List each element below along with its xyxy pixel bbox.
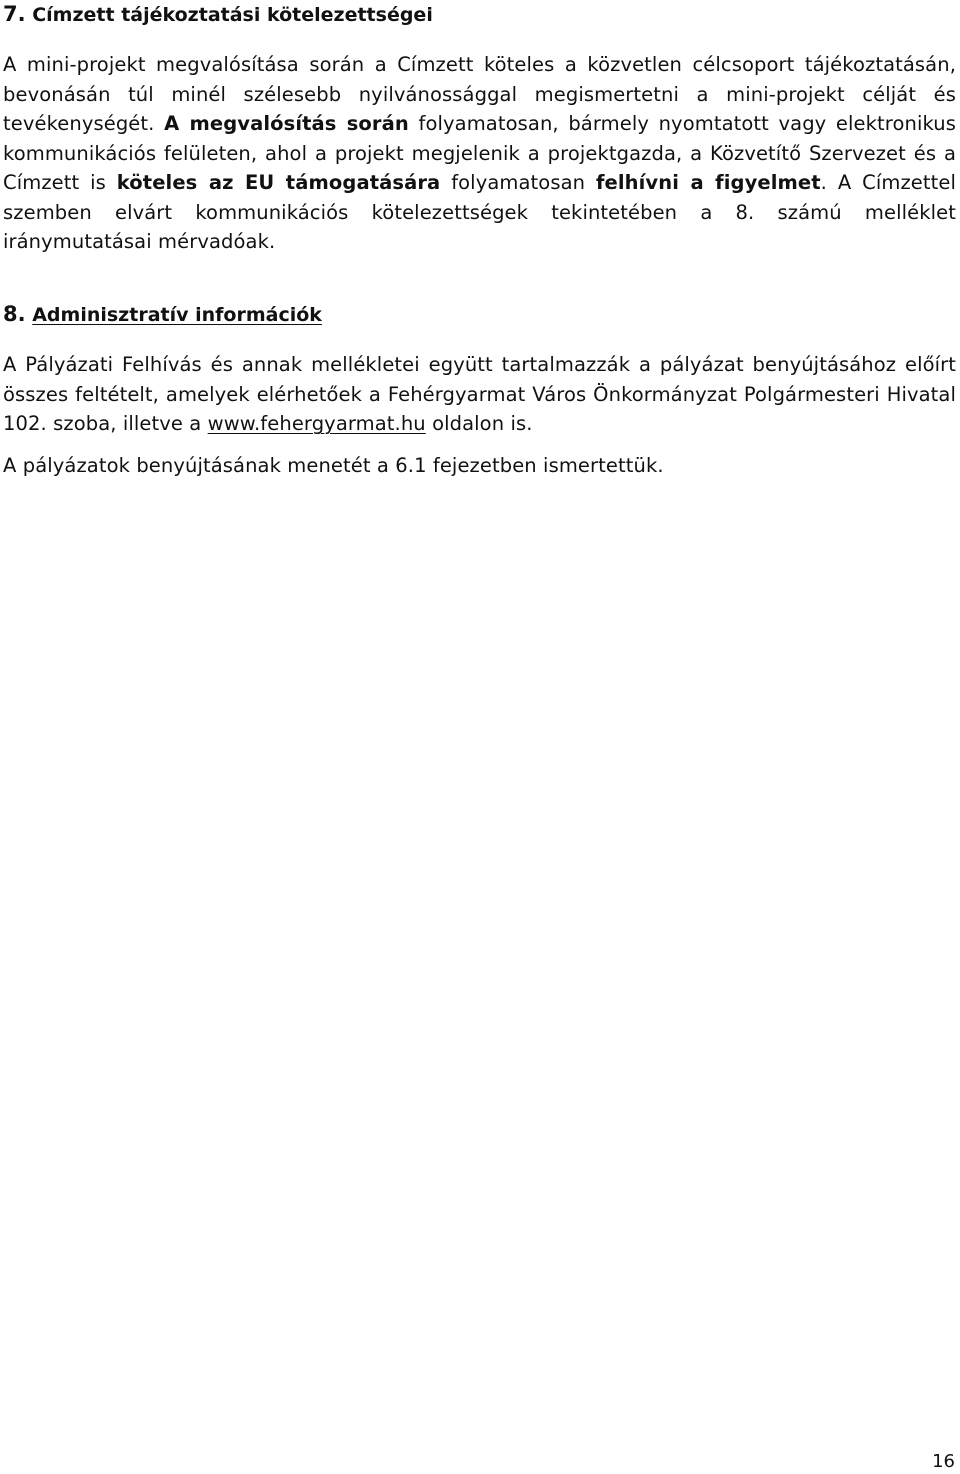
section-7-title: Címzett tájékoztatási kötelezettségei bbox=[32, 4, 433, 26]
section-7-number: 7. bbox=[3, 2, 26, 26]
paragraph-text: folyamatosan, bármely nyomtatott vagy elektronikus kommunikációs felületen, ahol a projekt megjelenik a projektgazda, a Közvetítő Szervezet és a Címzett is bbox=[3, 112, 956, 194]
paragraph-text: A Pályázati Felhívás és annak mellékletei együtt tartalmazzák a pályázat benyújtásához előírt összes feltételt, amelyek elérhetőek a Fehérgyarmat Város Önkormányzat Polgármesteri Hivatal 102. szoba, illetve a bbox=[3, 353, 956, 435]
page-number: 16 bbox=[932, 1451, 955, 1472]
section-7-paragraph bbox=[3, 50, 956, 257]
section-7-heading bbox=[3, 0, 433, 29]
website-link[interactable]: www.fehergyarmat.hu bbox=[207, 412, 426, 435]
paragraph-text: A mini-projekt megvalósítása során a Címzett köteles a közvetlen célcsoport tájékoztatásán, bevonásán túl minél szélesebb nyilvánossággal megismertetni a mini-projekt célját és tevékenységét. bbox=[3, 53, 956, 135]
paragraph-text: folyamatosan bbox=[440, 171, 596, 194]
section-8-title: Adminisztratív információk bbox=[32, 304, 322, 326]
section-8-number: 8. bbox=[3, 302, 26, 326]
bold-text: felhívni a figyelmet bbox=[595, 171, 821, 194]
bold-text: A megvalósítás során bbox=[164, 112, 409, 135]
section-8-paragraph bbox=[3, 350, 956, 439]
section-8-closing-paragraph: A pályázatok benyújtásának menetét a 6.1 fejezetben ismertettük. bbox=[3, 454, 664, 477]
paragraph-text: oldalon is. bbox=[425, 412, 533, 435]
section-8-heading bbox=[3, 300, 322, 329]
bold-text: köteles az EU támogatására bbox=[116, 171, 441, 194]
paragraph-text: . A Címzettel szemben elvárt kommunikációs kötelezettségek tekintetében a 8. számú melléklet iránymutatásai mérvadóak. bbox=[3, 171, 956, 253]
